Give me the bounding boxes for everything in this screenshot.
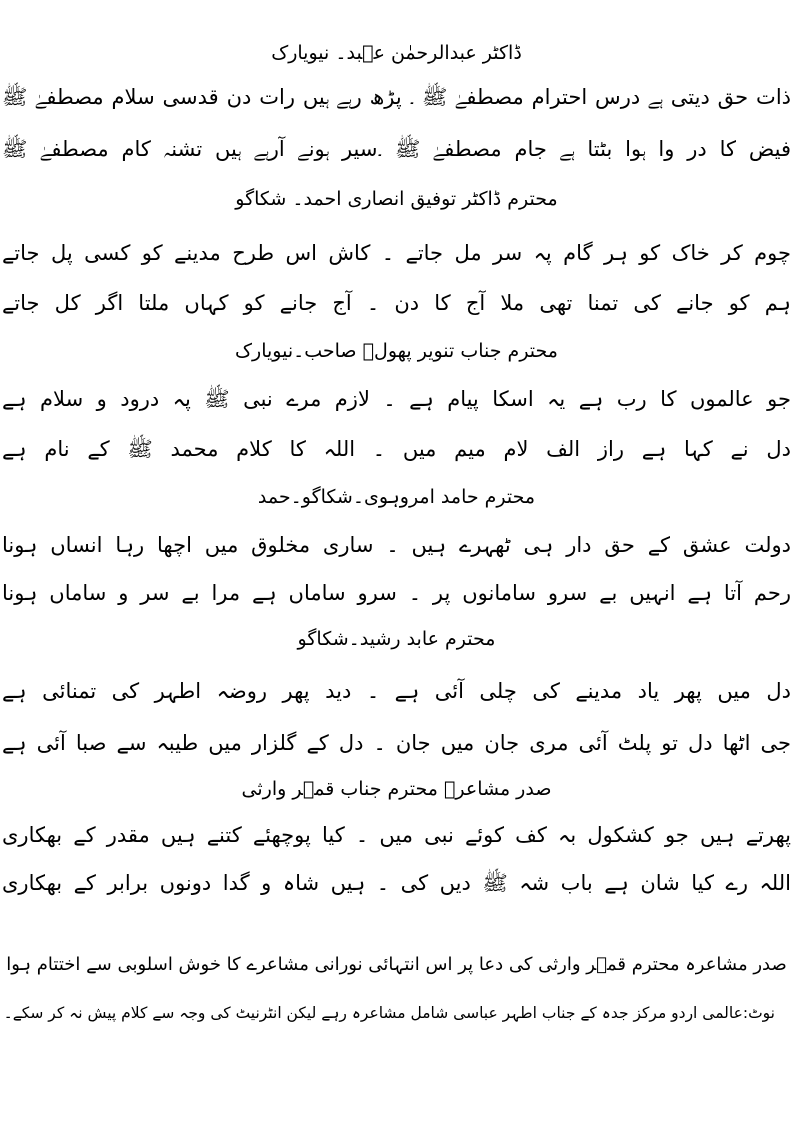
- verse-line: چوم کر خاک کو ہر گام پہ سر مل جاتے ۔ کاش اس طرح مدینے کو کسی پل جاتے: [2, 241, 791, 265]
- verse-line: دل میں پھر یاد مدینے کی چلی آئی ہے ۔ دید پھر روضہ اطہر کی تمنائی ہے: [2, 679, 791, 703]
- poet-heading: محترم عابد رشید۔شکاگو: [297, 628, 496, 650]
- verse-line: جو عالموں کا رب ہے یہ اسکا پیام ہے ۔ لازم مرے نبی ﷺ پہ درود و سلام ہے: [2, 387, 791, 411]
- verse-line: دل نے کہا ہے راز الف لام میم میں ۔ اللہ کا کلام محمد ﷺ کے نام ہے: [2, 437, 791, 461]
- footnote: نوٹ:عالمی اردو مرکز جدہ کے جناب اطہر عباسی شامل مشاعرہ رہے لیکن انٹرنیٹ کی وجہ سے کلام پیش نہ کر سکے۔: [3, 1004, 775, 1022]
- poet-heading: محترم جناب تنویر پھولؔ صاحب۔نیویارک: [235, 340, 558, 362]
- verse-line: اللہ رے کیا شان ہے باب شہ ﷺ دیں کی ۔ ہیں شاہ و گدا دونوں برابر کے بھکاری: [2, 871, 791, 895]
- verse-line: پھرتے ہیں جو کشکول بہ کف کوئے نبی میں ۔ کیا پوچھئے کتنے ہیں مقدر کے بھکاری: [2, 823, 791, 847]
- verse-line: فیض کا در وا ہوا بٹتا ہے جام مصطفےٰ ﷺ ۔سیر ہونے آرہے ہیں تشنہ کام مصطفےٰ ﷺ: [2, 137, 791, 161]
- verse-line: جی اٹھا دل تو پلٹ آئی مری جان میں جان ۔ دل کے گلزار میں طیبہ سے صبا آئی ہے: [2, 731, 791, 755]
- poet-heading: صدر مشاعرہ محترم جناب قمؔر وارثی: [241, 778, 552, 800]
- poet-heading: ڈاکٹر عبدالرحمٰن عؔبد۔ نیویارک: [271, 42, 522, 64]
- verse-line: دولت عشق کے حق دار ہی ٹھہرے ہیں ۔ ساری مخلوق میں اچھا رہا انساں ہونا: [2, 533, 791, 557]
- verse-line: ہم کو جانے کی تمنا تھی ملا آج کا دن ۔ آج جانے کو کہاں ملتا اگر کل جاتے: [2, 291, 791, 315]
- verse-line: رحم آتا ہے انہیں بے سرو سامانوں پر ۔ سرو ساماں ہے مرا بے سر و ساماں ہونا: [2, 581, 791, 605]
- poet-heading: محترم حامد امروہوی۔شکاگو۔حمد: [257, 486, 536, 508]
- poet-heading: محترم ڈاکٹر توفیق انصاری احمد۔ شکاگو: [235, 188, 558, 210]
- verse-line: ذات حق دیتی ہے درس احترام مصطفےٰ ﷺ ۔ پڑھ رہے ہیں رات دن قدسی سلام مصطفےٰ ﷺ: [2, 85, 791, 109]
- closing-paragraph: صدر مشاعرہ محترم قمؔر وارثی کی دعا پر اس انتہائی نورانی مشاعرے کا خوش اسلوبی سے اختتام ہوا: [6, 954, 787, 975]
